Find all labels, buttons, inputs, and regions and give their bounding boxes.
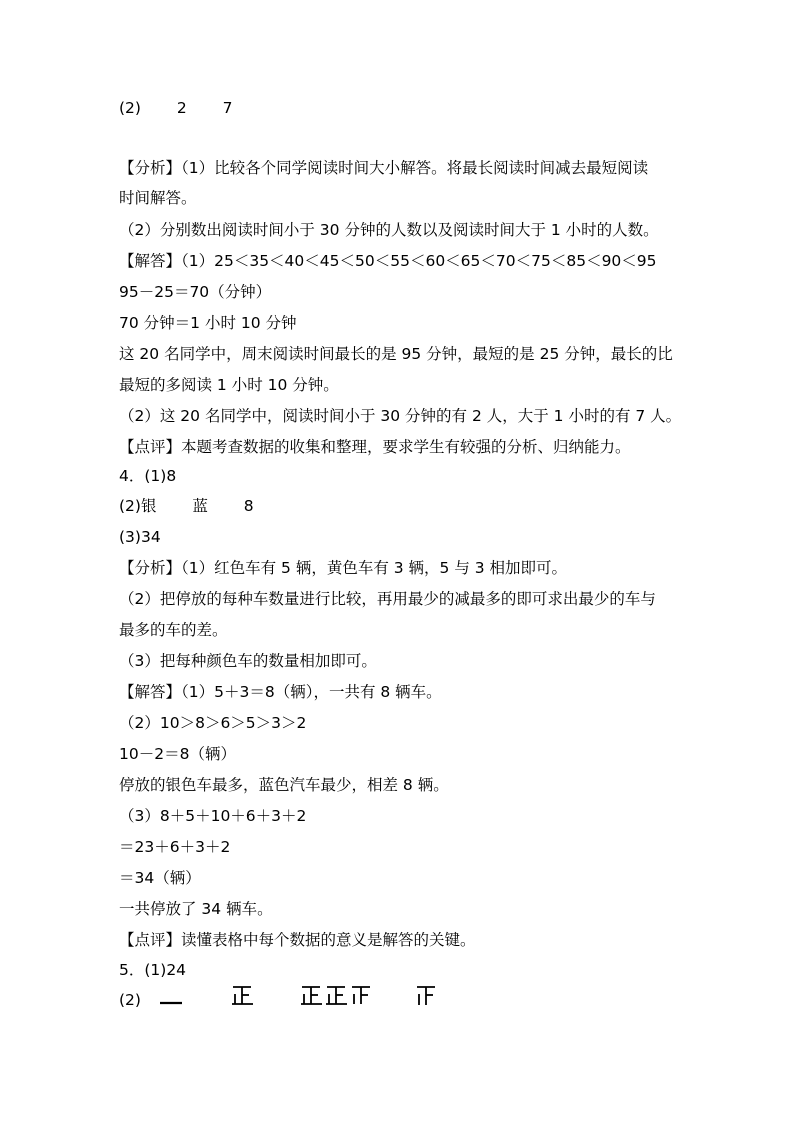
- line-29: (2): [119, 991, 141, 1009]
- line-19: 【解答】（1）5＋3＝8（辆），一共有 8 辆车。: [119, 683, 442, 701]
- line-10: （2）这 20 名同学中，阅读时间小于 30 分钟的有 2 人，大于 1 小时的有 7 人。: [119, 407, 682, 425]
- line-22: 停放的银色车最多，蓝色汽车最少，相差 8 辆。: [119, 776, 449, 794]
- line-12: 4．(1)8: [119, 467, 177, 485]
- line-3: 时间解答。: [119, 189, 197, 207]
- line-2: 【分析】（1）比较各个同学阅读时间大小解答。将最长阅读时间减去最短阅读: [119, 159, 649, 177]
- line-23: （3）8＋5＋10＋6＋3＋2: [119, 807, 307, 825]
- line-28: 5．(1)24: [119, 961, 187, 979]
- tally-mark-5: [230, 983, 256, 1009]
- line-1: (2) 2 7: [119, 99, 233, 117]
- line-17: 最多的车的差。: [119, 621, 228, 639]
- line-27: 【点评】读懂表格中每个数据的意义是解答的关键。: [119, 931, 476, 949]
- line-16: （2）把停放的每种车数量进行比较，再用最少的减最多的即可求出最少的车与: [119, 590, 656, 608]
- line-7: 70 分钟＝1 小时 10 分钟: [119, 314, 297, 332]
- line-20: （2）10＞8＞6＞5＞3＞2: [119, 714, 307, 732]
- line-25: ＝34（辆）: [119, 869, 201, 887]
- line-14: (3)34: [119, 528, 161, 546]
- line-4: （2）分别数出阅读时间小于 30 分钟的人数以及阅读时间大于 1 小时的人数。: [119, 221, 659, 239]
- tally-mark-1: [158, 983, 184, 1009]
- line-18: （3）把每种颜色车的数量相加即可。: [119, 652, 377, 670]
- tally-mark-14: [300, 983, 374, 1009]
- line-13: (2)银 蓝 8: [119, 497, 254, 515]
- tally-mark-4: [414, 983, 440, 1009]
- line-24: ＝23＋6＋3＋2: [119, 838, 231, 856]
- line-5: 【解答】（1）25＜35＜40＜45＜50＜55＜60＜65＜70＜75＜85＜90＜95: [119, 252, 657, 270]
- line-9: 最短的多阅读 1 小时 10 分钟。: [119, 376, 339, 394]
- line-21: 10－2＝8（辆）: [119, 745, 236, 763]
- line-15: 【分析】（1）红色车有 5 辆，黄色车有 3 辆，5 与 3 相加即可。: [119, 559, 568, 577]
- line-6: 95－25＝70（分钟）: [119, 283, 272, 301]
- line-8: 这 20 名同学中，周末阅读时间最长的是 95 分钟，最短的是 25 分钟，最长的比: [119, 345, 673, 363]
- line-26: 一共停放了 34 辆车。: [119, 900, 273, 918]
- line-11: 【点评】本题考查数据的收集和整理，要求学生有较强的分析、归纳能力。: [119, 438, 631, 456]
